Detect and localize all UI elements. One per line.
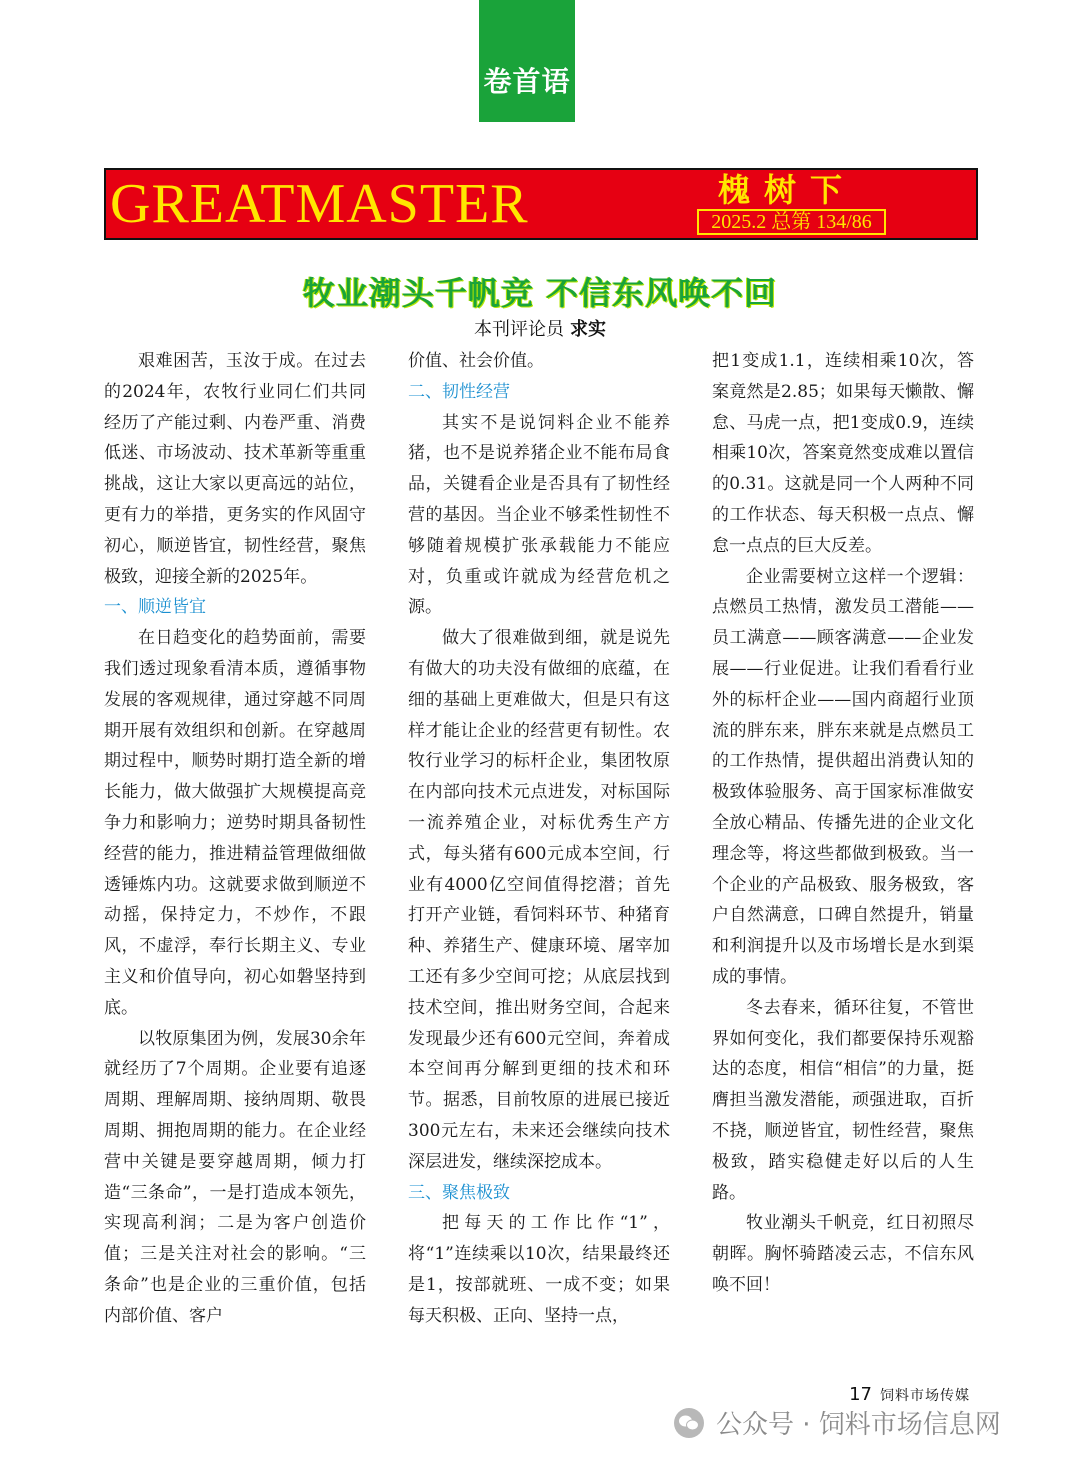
paragraph: 价值、社会价值。: [408, 351, 544, 371]
column-name: 槐树下: [718, 171, 857, 209]
issue-label: 2025.2 总第 134/86: [697, 209, 886, 235]
byline-prefix: 本刊评论员: [474, 319, 564, 340]
article-title: 牧业潮头千帆竞 不信东风唤不回: [302, 274, 778, 312]
paragraph: 其实不是说饲料企业不能养猪，也不是说养猪企业不能布局食品，关键看企业是否具有了韧性经营的基因。当企业不够柔性韧性不够随着规模扩张承载能力不能应对，负重或许就成为经营危机之源。: [408, 412, 670, 618]
wechat-icon: [672, 1406, 706, 1440]
paragraph: 把1变成1.1，连续相乘10次，答案竟然是2.85；如果每天懒散、懈怠、马虎一点，把1变成0.9，连续相乘10次，答案竟然变成难以置信的0.31。这就是同一个人两种不同的工作状态、每天积极一点点、懈怠一点点的巨大反差。: [712, 351, 974, 556]
paragraph: 以牧原集团为例，发展30余年就经历了7个周期。企业要有追逐周期、理解周期、接纳周期、敬畏周期、拥抱周期的能力。在企业经营中关键是要穿越周期，倾力打造“三条命”，一是打造成本领先，实现高利润；二是为客户创造价值；三是关注对社会的影响。“三条命”也是企业的三重价值，包括内部价值、客户: [104, 1028, 366, 1326]
publication-name: 饲料市场传媒: [880, 1388, 970, 1404]
article-column-2: [408, 346, 670, 1332]
section-tab-label: 卷首语: [483, 65, 571, 98]
author-name: 求实: [570, 319, 606, 340]
paragraph: 艰难困苦，玉汝于成。在过去的2024年，农牧行业同仁们共同经历了产能过剩、内卷严重、消费低迷、市场波动、技术革新等重重挑战，这让大家以更高远的站位，更有力的举措，更务实的作风固守初心，顺逆皆宜，韧性经营，聚焦极致，迎接全新的2025年。: [104, 351, 366, 587]
article-column-3: [712, 346, 974, 1301]
paragraph: 做大了很难做到细，就是说先有做大的功夫没有做细的底蕴，在细的基础上更难做大，但是只有这样才能让企业的经营更有韧性。农牧行业学习的标杆企业，集团牧原在内部向技术元点进发，对标国际一流养殖企业，对标优秀生产方式，每头猪有600元成本空间，行业有4000亿空间值得挖潜；首先打开产业链，看饲料环节、种猪育种、养猪生产、健康环境、屠宰加工还有多少空间可挖；从底层找到技术空间，推出财务空间，合起来发现最少还有600元空间，奔着成本空间再分解到更细的技术和环节。据悉，目前牧原的进展已接近300元左右，未来还会继续向技术深层进发，继续深挖成本。: [408, 628, 670, 1172]
byline: [0, 315, 1080, 341]
paragraph: 企业需要树立这样一个逻辑：点燃员工热情，激发员工潜能——员工满意——顾客满意——企业发展——行业促进。让我们看看行业外的标杆企业——国内商超行业顶流的胖东来，胖东来就是点燃员工的工作热情，提供超出消费认知的极致体验服务、高于国家标准做安全放心精品、传播先进的企业文化理念等，将这些都做到极致。当一个企业的产品极致、服务极致，客户自然满意，口碑自然提升，销量和利润提升以及市场增长是水到渠成的事情。: [712, 566, 974, 987]
masthead-banner: [104, 168, 978, 240]
wechat-watermark: [672, 1404, 1001, 1441]
paragraph: 把每天的工作比作“1”，将“1”连续乘以10次，结果最终还是1，按部就班、一成不变；如果每天积极、正向、坚持一点，: [408, 1213, 670, 1326]
section-tab: [479, 0, 575, 122]
section-heading: 二、韧性经营: [408, 381, 510, 402]
article-column-1: [104, 346, 366, 1332]
paragraph: 牧业潮头千帆竞，红日初照尽朝晖。胸怀骑踏凌云志，不信东风唤不回！: [712, 1213, 974, 1295]
watermark-text: 公众号 · 饲料市场信息网: [716, 1410, 1001, 1440]
section-heading: 一、顺逆皆宜: [104, 597, 206, 618]
page-number: 17: [849, 1384, 872, 1405]
paragraph: 冬去春来，循环往复，不管世界如何变化，我们都要保持乐观豁达的态度，相信“相信”的力量，挺膺担当激发潜能，顽强进取，百折不挠，顺逆皆宜，韧性经营，聚焦极致，踏实稳健走好以后的人生路。: [712, 997, 974, 1203]
paragraph: 在日趋变化的趋势面前，需要我们透过现象看清本质，遵循事物发展的客观规律，通过穿越不同周期开展有效组织和创新。在穿越周期过程中，顺势时期打造全新的增长能力，做大做强扩大规模提高竞争力和影响力；逆势时期具备韧性经营的能力，推进精益管理做细做透锤炼内功。这就要求做到顺逆不动摇，保持定力，不炒作，不跟风，不虚浮，奉行长期主义、专业主义和价值导向，初心如磐坚持到底。: [104, 628, 366, 1018]
masthead-title: GREATMASTER: [110, 173, 529, 235]
page-footer: [849, 1384, 970, 1405]
section-heading: 三、聚焦极致: [408, 1182, 510, 1203]
